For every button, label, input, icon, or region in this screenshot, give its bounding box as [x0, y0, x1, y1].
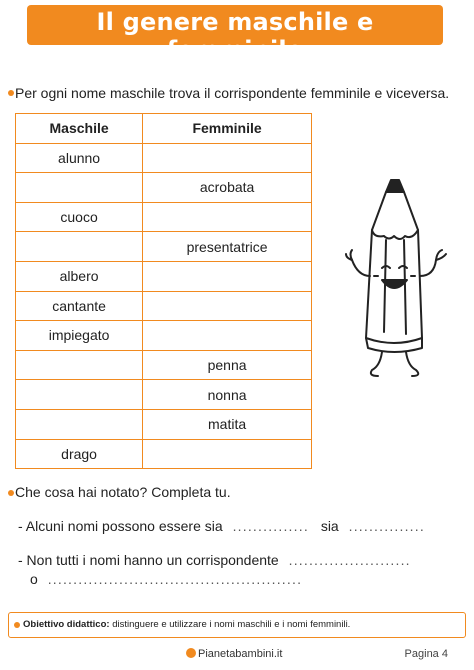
- cell-maschile[interactable]: [16, 232, 143, 262]
- completion-line-3: [30, 571, 302, 587]
- cell-maschile[interactable]: cantante: [16, 291, 143, 321]
- brand-logo-icon: [186, 648, 196, 658]
- table-row: [16, 143, 312, 173]
- line1-text-a: - Alcuni nomi possono essere sia: [18, 518, 223, 534]
- bullet-icon: [8, 490, 14, 496]
- exercise-table: [15, 113, 312, 469]
- cell-maschile[interactable]: drago: [16, 439, 143, 469]
- fill-in-blank[interactable]: ........................: [288, 552, 411, 568]
- header-maschile: Maschile: [16, 114, 143, 144]
- fill-in-blank[interactable]: ...............: [348, 518, 425, 534]
- page-title: Il genere maschile e femminile: [96, 8, 374, 64]
- cell-maschile[interactable]: albero: [16, 261, 143, 291]
- cell-femminile[interactable]: [143, 143, 312, 173]
- cell-femminile[interactable]: matita: [143, 409, 312, 439]
- table-row: [16, 202, 312, 232]
- cell-femminile[interactable]: acrobata: [143, 173, 312, 203]
- cell-femminile[interactable]: [143, 291, 312, 321]
- objective-description: distinguere e utilizzare i nomi maschili e i nomi femminili.: [112, 619, 351, 630]
- line1-text-b: sia: [320, 518, 339, 534]
- table-header-row: [16, 114, 312, 144]
- table-row: [16, 173, 312, 203]
- line2-text: - Non tutti i nomi hanno un corrispondente: [18, 552, 279, 568]
- table-row: [16, 380, 312, 410]
- footer: [0, 646, 474, 666]
- objective-label: Obiettivo didattico:: [23, 619, 110, 630]
- table-row: [16, 291, 312, 321]
- instruction-text: Per ogni nome maschile trova il corrispondente femminile e viceversa.: [15, 85, 450, 101]
- table-row: [16, 350, 312, 380]
- table-row: [16, 409, 312, 439]
- cell-maschile[interactable]: cuoco: [16, 202, 143, 232]
- bullet-icon: [8, 90, 14, 96]
- header-femminile: Femminile: [143, 114, 312, 144]
- cell-maschile[interactable]: alunno: [16, 143, 143, 173]
- cell-maschile[interactable]: impiegato: [16, 321, 143, 351]
- cell-maschile[interactable]: [16, 380, 143, 410]
- cell-maschile[interactable]: [16, 173, 143, 203]
- brand-name: Pianetabambini.it: [198, 648, 283, 660]
- objective-text: [23, 619, 350, 630]
- page-label: Pagina: [404, 648, 439, 660]
- cell-femminile[interactable]: [143, 439, 312, 469]
- cell-femminile[interactable]: presentatrice: [143, 232, 312, 262]
- cell-femminile[interactable]: nonna: [143, 380, 312, 410]
- completion-line-2: [18, 552, 411, 568]
- fill-in-blank[interactable]: ..................................................: [47, 571, 303, 587]
- fill-in-blank[interactable]: ...............: [232, 518, 309, 534]
- completion-line-1: [18, 518, 425, 534]
- bullet-icon: [14, 622, 20, 628]
- title-banner: [27, 5, 443, 64]
- table-row: [16, 261, 312, 291]
- table-row: [16, 232, 312, 262]
- page-number: 4: [441, 648, 448, 660]
- objective-box: [8, 612, 466, 638]
- cell-femminile[interactable]: [143, 261, 312, 291]
- question-text: Che cosa hai notato? Completa tu.: [15, 484, 231, 500]
- cell-maschile[interactable]: [16, 350, 143, 380]
- brand: [186, 648, 282, 660]
- line3-text: o: [30, 571, 38, 587]
- cell-femminile[interactable]: [143, 321, 312, 351]
- page-indicator: [405, 648, 448, 660]
- pencil-character-icon: [344, 178, 452, 383]
- table-row: [16, 321, 312, 351]
- cell-maschile[interactable]: [16, 409, 143, 439]
- cell-femminile[interactable]: penna: [143, 350, 312, 380]
- table-row: [16, 439, 312, 469]
- cell-femminile[interactable]: [143, 202, 312, 232]
